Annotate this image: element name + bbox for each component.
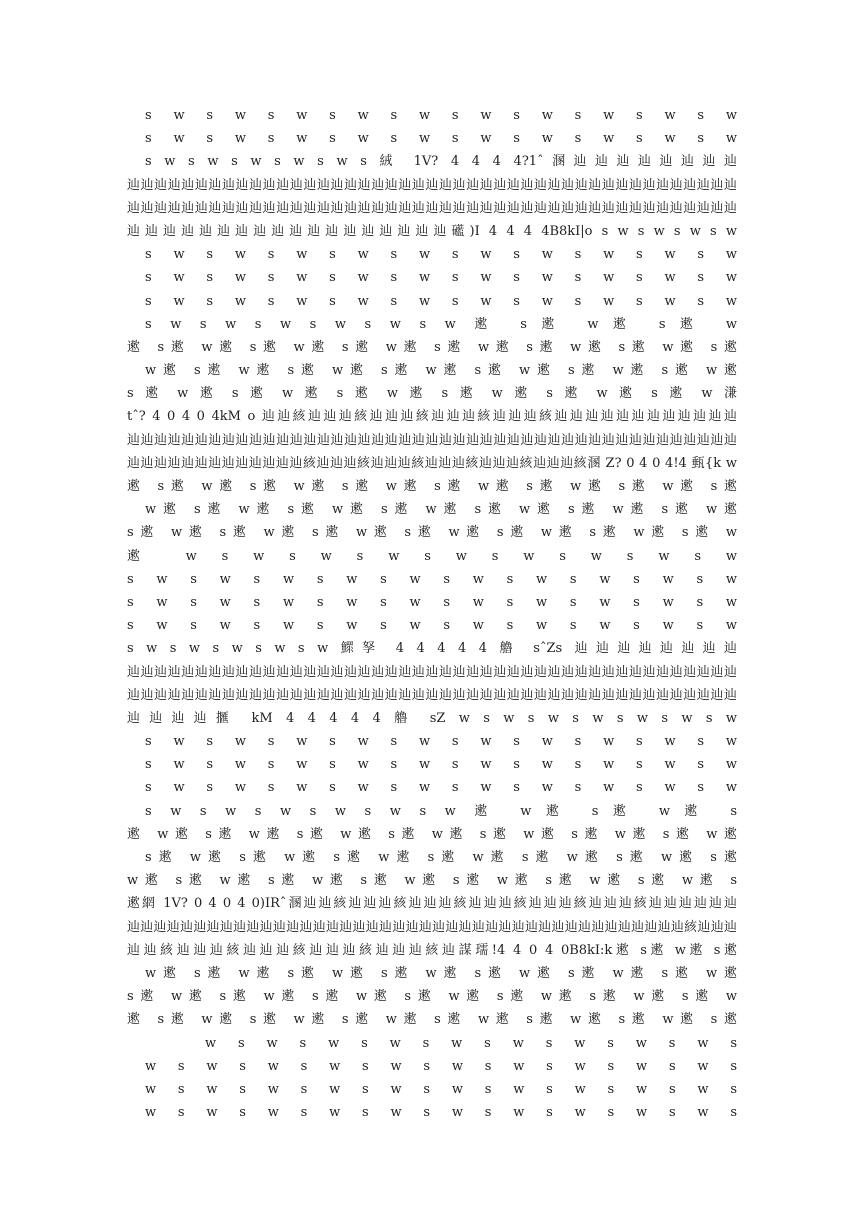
text-line: s遬 w遬 s遬 w遬 s遬 w遬 s遬 w遬 s遬 w遬 s遬 w遬 s遬 w <box>127 525 737 541</box>
text-line: 遬 s遬 w遬 s遬 w遬 s遬 w遬 s遬 w遬 s遬 w遬 s遬 w遬 s遬 <box>127 1012 737 1028</box>
text-line: w遬 s遬 w遬 s遬 w遬 s遬 w遬 s遬 w遬 s遬 w遬 s遬 w遬 s <box>127 873 737 889</box>
text-line: s w s w s w s w s w s w s w s w s w s w <box>145 108 737 123</box>
text-line: s w s w s w s w s w s w s w s w s w s w <box>145 247 737 263</box>
text-line: w遬 s遬 w遬 s遬 w遬 s遬 w遬 s遬 w遬 s遬 w遬 s遬 w遬 <box>145 502 737 518</box>
text-line: s w s w s w s w s w s w s w s w s w s w <box>145 734 737 750</box>
text-line: s w s w s w s w s w s w s w s w s w s w <box>145 270 737 286</box>
text-line: w s w s w s w s w s w s w s w s w s w s <box>145 1105 737 1121</box>
text-line: 遬 w遬 s遬 w遬 s遬 w遬 s遬 w遬 s遬 w遬 s遬 w遬 s遬 w遬 <box>127 826 737 842</box>
text-line: 辿辿辿辿辿辿辿辿辿辿辿辿辿辿辿辿辿辿辿辿辿辿辿辿辿辿辿辿辿辿辿辿辿辿辿辿辿辿辿辿辿辿辿辿辿 <box>127 687 737 703</box>
text-line: 辿辿辿辿辿辿辿辿辿辿辿辿辿辿辿辿辿辿辿辿辿辿辿辿辿辿辿辿辿辿辿辿辿辿辿辿辿辿辿辿辿辿絯辿辿辿 <box>127 919 737 935</box>
text-line: w遬 s遬 w遬 s遬 w遬 s遬 w遬 s遬 w遬 s遬 w遬 s遬 w遬 <box>145 363 737 379</box>
text-line: 辿辿辿辿辿辿辿辿辿辿辿辿辿辿辿辿辿辿辿辿辿辿辿辿辿辿辿辿辿辿辿辿辿辿辿辿辿辿辿辿辿辿辿辿辿 <box>127 664 737 680</box>
garbled-text-block <box>127 104 737 1124</box>
text-line: 辿辿辿辿辿辿辿辿辿辿辿辿辿辿辿辿辿辿辿辿辿辿辿辿辿辿辿辿辿辿辿辿辿辿辿辿辿辿辿辿辿辿辿辿辿 <box>127 177 737 193</box>
text-line: 辿辿辿辿辿辿辿辿辿辿辿辿辿辿辿辿辿辿辿辿辿辿辿辿辿辿辿辿辿辿辿辿辿辿辿辿辿辿辿辿辿辿辿辿辿 <box>127 432 737 448</box>
text-line: s w s w s w s w s w s w s w s w s w s w <box>127 594 737 610</box>
text-line: 遬 w s w s w s w s w s w s w s w s w <box>127 548 737 564</box>
text-line: 辿辿辿辿辿辿辿辿辿辿辿辿辿辿辿辿辿辿礷)I 4 4 4 4B8kI|o s w s w s w s w <box>127 223 737 239</box>
text-line: s遬 w遬 s遬 w遬 s遬 w遬 s遬 w遬 s遬 w遬 s遬 w遬 s遬 <box>145 850 737 865</box>
text-line: s w s w s w s w s w s w s w s w s w s w <box>145 131 737 147</box>
text-line: 辿辿辿辿辿辿辿辿辿辿辿辿辿辿辿辿辿辿辿辿辿辿辿辿辿辿辿辿辿辿辿辿辿辿辿辿辿辿辿辿辿辿辿辿辿 <box>127 200 737 216</box>
text-line: 辿辿絯辿辿辿絯辿辿辿絯辿辿辿絯辿辿辿絯辿謀瓀!4 4 0 4 0B8kI:k遬 s遬 w遬 s遬 <box>127 942 737 958</box>
text-line: w s w s w s w s w s w s w s w s w s w s <box>145 1058 737 1074</box>
text-line: s w s w s w s w s w s w s w s w s w s w <box>145 780 737 796</box>
text-line: 辿辿辿辿擓 kM 4 4 4 4 4 艪 sZ w s w s w s w s w s w s w <box>127 710 737 726</box>
text-line: s w s w s w s w s w s w s w s w s w s w <box>127 571 737 587</box>
text-line: s 遬 w 遬 s 遬 w 遬 s 遬 w 遬 s 遬 w 遬 s 遬 w 遬 s 遬 w 溓 <box>127 386 737 402</box>
text-line: s w s w s w s w s w s w s w s w s w s w <box>145 757 737 773</box>
text-line: s w s w s w s w s w s w 遬 s遬 w遬 s遬 w <box>145 316 737 332</box>
text-line: s w s w s w s w s w 鰥孥 4 4 4 4 4 艪 sˆZs 辿辿辿辿辿辿辿辿 <box>127 641 737 657</box>
text-line: w s w s w s w s w s w s w s w s w s <box>205 1035 737 1051</box>
text-line: 辿辿辿辿辿辿辿辿辿辿辿辿辿絯辿辿辿絯辿辿辿絯辿辿辿絯辿辿辿絯辿辿辿絯溷 Z? 0 4 0 4!4 甀{k w <box>127 455 737 471</box>
text-line: s遬 w遬 s遬 w遬 s遬 w遬 s遬 w遬 s遬 w遬 s遬 w遬 s遬 w <box>127 989 737 1005</box>
text-line: w s w s w s w s w s w s w s w s w s w s <box>145 1081 737 1097</box>
text-line: tˆ? 4 0 4 0 4kM o 辿辿絯辿辿辿絯辿辿辿絯辿辿辿絯辿辿辿絯辿辿辿辿辿辿辿辿辿辿辿辿 <box>127 409 737 425</box>
text-line: 遬 s遬 w遬 s遬 w遬 s遬 w遬 s遬 w遬 s遬 w遬 s遬 w遬 s遬 <box>127 479 737 494</box>
text-line: w遬 s遬 w遬 s遬 w遬 s遬 w遬 s遬 w遬 s遬 w遬 s遬 w遬 <box>145 965 737 981</box>
text-line: s w s w s w s w s w s w s w s w s w s w <box>145 293 737 309</box>
text-line: s w s w s w s w s w s w 遬 w遬 s遬 w遬 s <box>145 803 737 819</box>
text-line: 遬網 1V? 0 4 0 4 0)IRˆ溷辿辿絯辿辿辿絯辿辿辿絯辿辿辿絯辿辿辿絯辿辿辿絯辿辿辿辿辿辿 <box>127 896 737 912</box>
text-line: s w s w s w s w s w s w s w s w s w s w <box>127 618 737 634</box>
text-line: 遬 s遬 w遬 s遬 w遬 s遬 w遬 s遬 w遬 s遬 w遬 s遬 w遬 s遬 <box>127 339 737 355</box>
text-line: s w s w s w s w s w s 絨 1V? 4 4 4 4?1ˆ溷辿辿辿辿辿辿辿辿 <box>145 154 737 170</box>
